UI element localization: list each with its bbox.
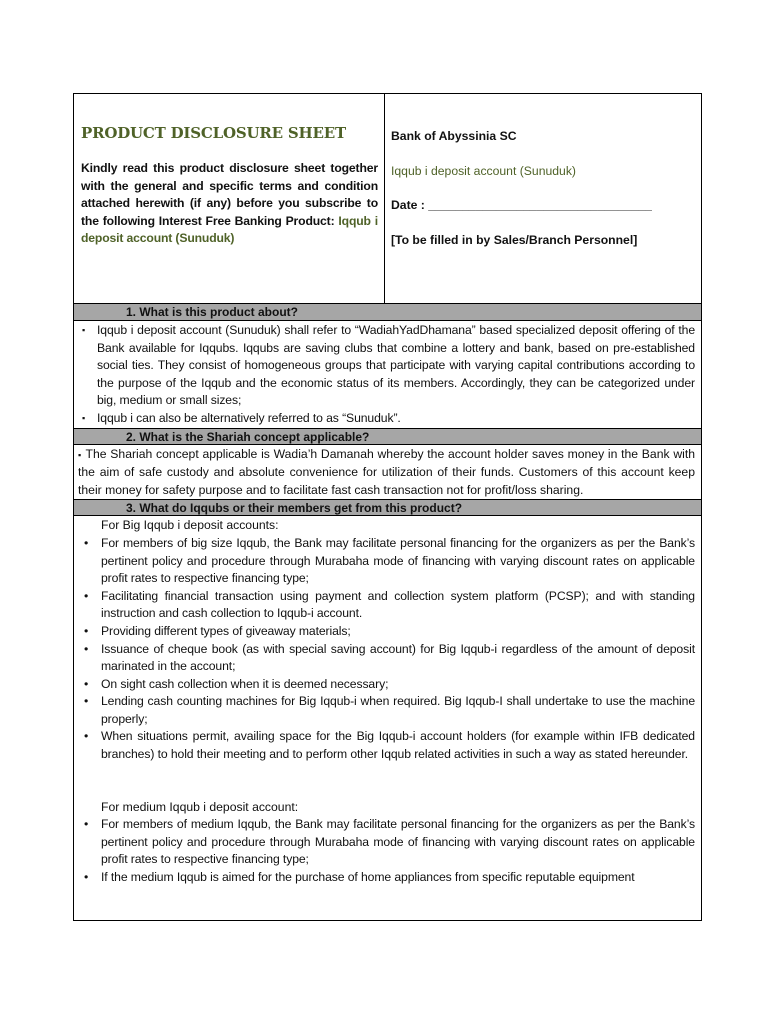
disclosure-sheet: [73, 93, 702, 921]
bullet-icon: •: [84, 588, 89, 603]
section-body-member-benefits: [74, 516, 701, 886]
list-item: • For members of big size Iqqub, the Bank may facilitate personal financing for the organizers as per the Bank’s pertinent policy and procedure through Murabaha mode of financing with varying discount rates on applicable profit rates to respective financing type;: [84, 535, 695, 586]
bullet-icon: •: [84, 694, 89, 709]
list-item: ▪ Iqqub i deposit account (Sunuduk) shall refer to “WadiahYadDhamana” based specialized deposit offering of the Bank available for Iqqubs. Iqqubs are saving clubs that combine a lottery and bank, based on pre-established social ties. They consist of homogeneous groups that participate with varying capital contributions according to the purpose of the Iqqub and the economic status of its members. Accordingly, they can be categorized under big, medium or small sizes;: [82, 323, 695, 408]
header-right-cell: [385, 94, 701, 303]
bullet-icon: •: [84, 676, 89, 691]
bullet-icon: •: [84, 623, 89, 638]
section-heading-member-benefits: 3. What do Iqqubs or their members get from this product?: [74, 499, 701, 516]
big-iqqub-label: For Big Iqqub i deposit accounts:: [101, 518, 279, 533]
section-heading-shariah-concept: 2. What is the Shariah concept applicable?: [74, 428, 701, 445]
header-left-cell: [74, 94, 385, 303]
square-bullet-icon: ▪: [82, 412, 86, 423]
list-item: • Providing different types of giveaway materials;: [78, 623, 695, 641]
bullet-icon: •: [84, 641, 89, 656]
bank-name: Bank of Abyssinia SC: [391, 129, 517, 143]
fill-note: [To be filled in by Sales/Branch Personnel]: [391, 232, 638, 247]
bullet-icon: •: [84, 729, 89, 744]
list-item: • Facilitating financial transaction using payment and collection system platform (PCSP); and with standing instruction and cash collection to Iqqub-i account.: [84, 588, 695, 621]
medium-iqqub-benefits-list: [78, 816, 695, 886]
date-field: Date : _________________________________: [391, 198, 652, 212]
list-item: • For members of medium Iqqub, the Bank may facilitate personal financing for the organizers as per the Bank’s pertinent policy and procedure through Murabaha mode of financing with varying discount rates on applicable profit rates to respective financing type;: [84, 817, 695, 867]
bullet-icon: •: [84, 870, 89, 885]
list-item: • On sight cash collection when it is deemed necessary;: [78, 676, 695, 694]
intro-text: Kindly read this product disclosure sheet together with the general and specific terms and condition attached herewith (if any) before you subscribe to the following Interest Free Banking Product:: [81, 161, 378, 228]
list-item: • Lending cash counting machines for Big Iqqub-i when required. Big Iqqub-I shall undertake to use the machine properly;: [84, 694, 695, 726]
product-name: Iqqub i deposit account (Sunuduk): [391, 163, 576, 178]
header-row: [74, 94, 701, 304]
page-title: PRODUCT DISCLOSURE SHEET: [81, 124, 346, 142]
list-item: • When situations permit, availing space for the Big Iqqub-i account holders (for example within IFB dedicated branches) to hold their meeting and to perform other Iqqub related activities in such a way as stated hereunder.: [84, 729, 695, 762]
section-body-shariah-concept: [74, 445, 701, 500]
intro-paragraph: [81, 160, 378, 248]
medium-iqqub-label: For medium Iqqub i deposit account:: [101, 799, 299, 814]
bullet-icon: •: [84, 817, 89, 832]
list-item: • If the medium Iqqub is aimed for the purchase of home appliances from specific reputable equipment: [78, 869, 695, 887]
list-item: ▪ Iqqub i can also be alternatively referred to as “Sunuduk”.: [78, 410, 695, 428]
section-heading-product-about: 1. What is this product about?: [74, 304, 701, 321]
bullet-icon: •: [84, 535, 89, 550]
shariah-text: The Shariah concept applicable is Wadia’h Damanah whereby the account holder saves money in the Bank with the aim of safe custody and absolute convenience for utilization of their funds. Customers of this account keep their money for safety purpose and to facilitate fast cash transaction not for profit/loss sharing.: [78, 446, 695, 497]
list-item: • Issuance of cheque book (as with special saving account) for Big Iqqub-i regardless of the amount of deposit marinated in the account;: [84, 641, 695, 674]
square-bullet-icon: ▪: [82, 325, 86, 335]
square-bullet-icon: ▪: [78, 449, 82, 460]
big-iqqub-benefits-list: [78, 535, 695, 764]
product-about-list: [78, 322, 695, 428]
intro-product-name: Iqqub i deposit account (Sunuduk): [81, 213, 378, 245]
section-body-product-about: [74, 321, 701, 428]
